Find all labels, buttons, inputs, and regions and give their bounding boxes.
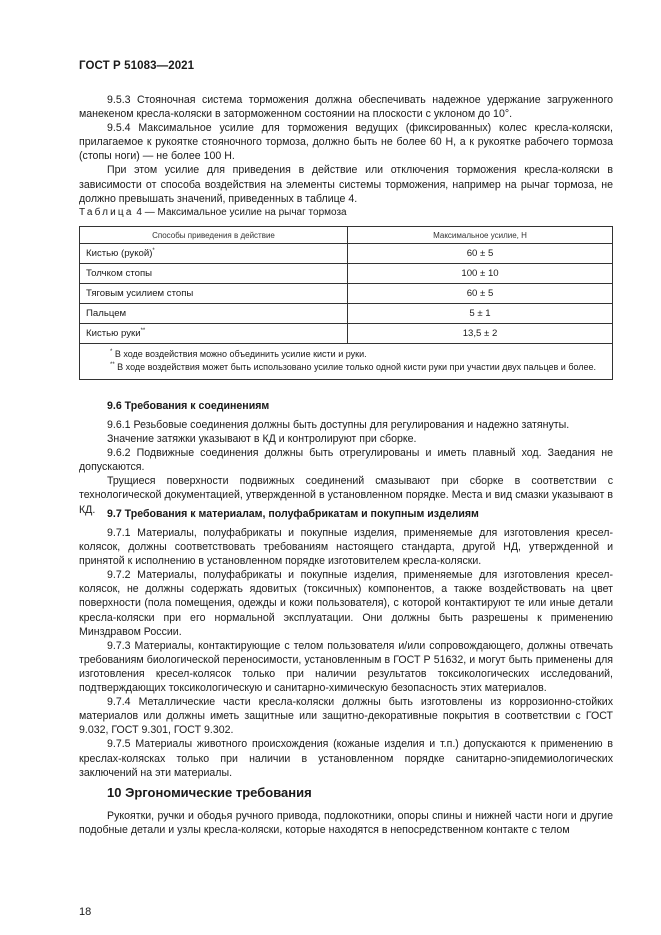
table-header-row [80,227,613,244]
paragraph: Рукоятки, ручки и ободья ручного привода, подлокотники, опоры спины и нижней части ноги и другие подобные детали и узлы кресла-коляски, которые находятся в непосредственном контакте с телом [79,810,613,837]
force-cell: 5 ± 1 [348,304,613,324]
table-row [80,284,613,304]
paragraph: 9.7.1 Материалы, полуфабрикаты и покупные изделия, применяемые для изготовления кресел-колясок, должны соответствовать требованиям настоящего стандарта, другой НД, утвержденной и принятой к исполнению в установленном порядке изготовителем кресла-коляски. [79,527,613,568]
method-cell [80,324,348,344]
table-row [80,244,613,264]
paragraphs-9-6 [79,418,613,517]
table-notes-row [80,344,613,380]
method-text: Кистью руки [86,328,141,339]
table-note [86,348,606,361]
heading-10: 10 Эргономические требования [107,785,312,800]
paragraph: 9.5.3 Стояночная система торможения должна обеспечивать надежное удержание загруженного манекеном кресла-коляски в заторможенном состоянии на плоскости с уклоном до 10°. [79,94,613,121]
force-cell: 100 ± 10 [348,264,613,284]
brake-force-table [79,226,613,380]
paragraph: Трущиеся поверхности подвижных соединений смазывают при сборке в соответствии с технологической документацией, утвержденной в установленном порядке. Места и вид смазки указывают в КД. [79,475,613,516]
column-header-force: Максимальное усилие, Н [348,227,613,244]
method-text: Пальцем [86,308,127,319]
footnote-mark: * [110,349,113,355]
table-row [80,304,613,324]
table-note [86,361,606,374]
table-caption-title: 4 — Максимальное усилие на рычаг тормоза [136,207,347,218]
force-cell: 13,5 ± 2 [348,324,613,344]
paragraph: Значение затяжки указывают в КД и контролируют при сборке. [107,433,417,446]
column-header-method: Способы приведения в действие [80,227,348,244]
paragraph: 9.7.2 Материалы, полуфабрикаты и покупные изделия, применяемые для изготовления кресел-колясок, не должны содержать ядовитых (токсичных) компонентов, а также воздействовать на цвет поверхности (пола помещения, одежды и кожи пользователя), с которой контактируют те или иные детали кресла-коляски при его нормальной эксплуатации. Они должны быть разрешены к применению Минздравом России. [79,569,613,638]
method-text: Толчком стопы [86,268,153,279]
table-notes [80,344,613,380]
paragraph: 9.7.3 Материалы, контактирующие с телом пользователя и/или сопровождающего, должны отвечать требованиям биологической переносимости, установленным в ГОСТ Р 51632, и могут быть применены для изготовления кресел-колясок только при наличии результатов токсикологических исследований, подтверждающих токсикологическую и санитарно-химическую безопасность этих материалов. [79,639,613,695]
note-text: В ходе воздействия может быть использовано усилие только одной кисти руки при участии двух пальцев и более. [114,362,597,372]
paragraph: 9.6.2 Подвижные соединения должны быть отрегулированы и иметь плавный ход. Заедания не допускаются. [79,447,613,474]
footnote-mark: ** [110,362,115,368]
paragraph: При этом усилие для приведения в действие или отключения торможения кресла-коляски в зависимости от способа воздействия на элементы системы торможения, например на рычаг тормоза, не должно превышать значений, приведенных в таблице 4. [79,164,613,205]
method-text: Кистью (рукой) [86,248,153,259]
paragraph: 9.6.1 Резьбовые соединения должны быть доступны для регулирования и надежно затянуты. [107,419,570,431]
paragraphs-9-7 [79,526,613,780]
method-cell [80,264,348,284]
method-cell [80,244,348,264]
paragraph: 9.7.4 Металлические части кресла-коляски должны быть изготовлены из коррозионно-стойких материалов или должны иметь защитные или защитно-декоративные покрытия в соответствии с ГОСТ 9.032, ГОСТ 9.301, ГОСТ 9.302. [79,696,613,737]
table-row [80,324,613,344]
paragraph: 9.7.5 Материалы животного происхождения (кожаные изделия и т.п.) допускаются к применению в креслах-колясках только при наличии в установленном порядке санитарно-эпидемиологических заключений на эти материалы. [79,738,613,779]
table-row [80,264,613,284]
table-caption-label: Таблица [79,207,134,218]
document-code: ГОСТ Р 51083—2021 [79,60,195,72]
footnote-mark: * [152,247,155,254]
paragraphs-10 [79,809,613,837]
footnote-mark: ** [140,327,146,334]
paragraph: 9.5.4 Максимальное усилие для торможения ведущих (фиксированных) колес кресла-коляски, прилагаемое к рукоятке стояночного тормоза, должно быть не более 60 Н, а к рукоятке рабочего тормоза (стопы ноги) — не более 100 Н. [79,122,613,163]
note-text: В ходе воздействия можно объединить усилие кисти и руки. [112,349,367,359]
page-number: 18 [79,906,92,918]
force-cell: 60 ± 5 [348,284,613,304]
method-cell [80,284,348,304]
method-text: Тяговым усилием стопы [86,288,194,299]
table-caption [79,207,347,218]
paragraphs-9-5 [79,93,613,206]
heading-9-6: 9.6 Требования к соединениям [107,400,270,412]
method-cell [80,304,348,324]
force-cell: 60 ± 5 [348,244,613,264]
heading-9-7: 9.7 Требования к материалам, полуфабрикатам и покупным изделиям [107,508,479,520]
